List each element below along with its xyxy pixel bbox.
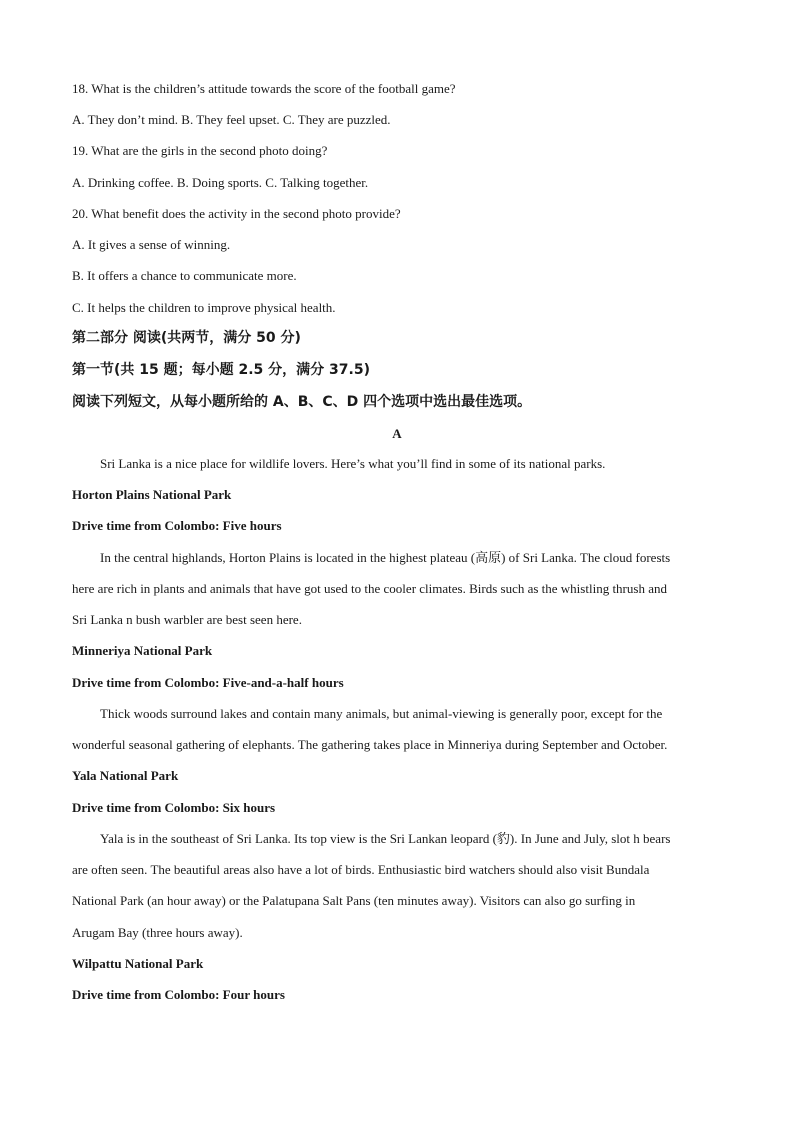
drive-time-wilpattu: Drive time from Colombo: Four hours (72, 987, 285, 1002)
passage-label: A (392, 426, 402, 441)
question-18-stem: 18. What is the children’s attitude towards the score of the football game? (72, 81, 456, 96)
park-heading-yala: Yala National Park (72, 768, 179, 783)
paragraph-line: here are rich in plants and animals that have got used to the cooler climates. Birds such as the whistling thrush and (72, 581, 667, 596)
drive-time-yala: Drive time from Colombo: Six hours (72, 800, 276, 815)
question-20-option-a: A. It gives a sense of winning. (72, 237, 231, 252)
park-heading-minneriya: Minneriya National Park (72, 643, 213, 658)
question-19-stem: 19. What are the girls in the second photo doing? (72, 143, 328, 158)
question-18-options: A. They don’t mind. B. They feel upset. C. They are puzzled. (72, 112, 391, 127)
question-20-stem: 20. What benefit does the activity in the second photo provide? (72, 206, 401, 221)
reading-instruction: 阅读下列短文，从每小题所给的 A、B、C、D 四个选项中选出最佳选项。 (72, 394, 532, 410)
paragraph-line: Yala is in the southeast of Sri Lanka. Its top view is the Sri Lankan leopard (豹). In June and July, slot h bears (100, 831, 671, 846)
drive-time-horton: Drive time from Colombo: Five hours (72, 518, 282, 533)
paragraph-line: In the central highlands, Horton Plains is located in the highest plateau (高原) of Sri Lanka. The cloud forests (100, 550, 671, 565)
question-19-options: A. Drinking coffee. B. Doing sports. C. Talking together. (72, 175, 369, 190)
paragraph-line: are often seen. The beautiful areas also have a lot of birds. Enthusiastic bird watchers should also visit Bundala (72, 862, 650, 877)
passage-intro: Sri Lanka is a nice place for wildlife lovers. Here’s what you’ll find in some of its national parks. (100, 456, 606, 471)
paragraph-line: wonderful seasonal gathering of elephants. The gathering takes place in Minneriya during September and October. (72, 737, 668, 752)
paragraph-line: Sri Lanka n bush warbler are best seen here. (72, 612, 302, 627)
question-20-option-b: B. It offers a chance to communicate more. (72, 268, 297, 283)
part-title: 第二部分 阅读(共两节，满分 50 分) (72, 330, 301, 346)
park-heading-wilpattu: Wilpattu National Park (72, 956, 204, 971)
park-heading-horton: Horton Plains National Park (72, 487, 232, 502)
paragraph-line: National Park (an hour away) or the Palatupana Salt Pans (ten minutes away). Visitors can also go surfing in (72, 893, 636, 908)
question-20-option-c: C. It helps the children to improve physical health. (72, 300, 336, 315)
section-subtitle: 第一节(共 15 题；每小题 2.5 分，满分 37.5) (72, 362, 370, 378)
paragraph-line: Thick woods surround lakes and contain many animals, but animal-viewing is generally poor, except for the (100, 706, 663, 721)
drive-time-minneriya: Drive time from Colombo: Five-and-a-half hours (72, 675, 344, 690)
paragraph-line: Arugam Bay (three hours away). (72, 925, 243, 940)
